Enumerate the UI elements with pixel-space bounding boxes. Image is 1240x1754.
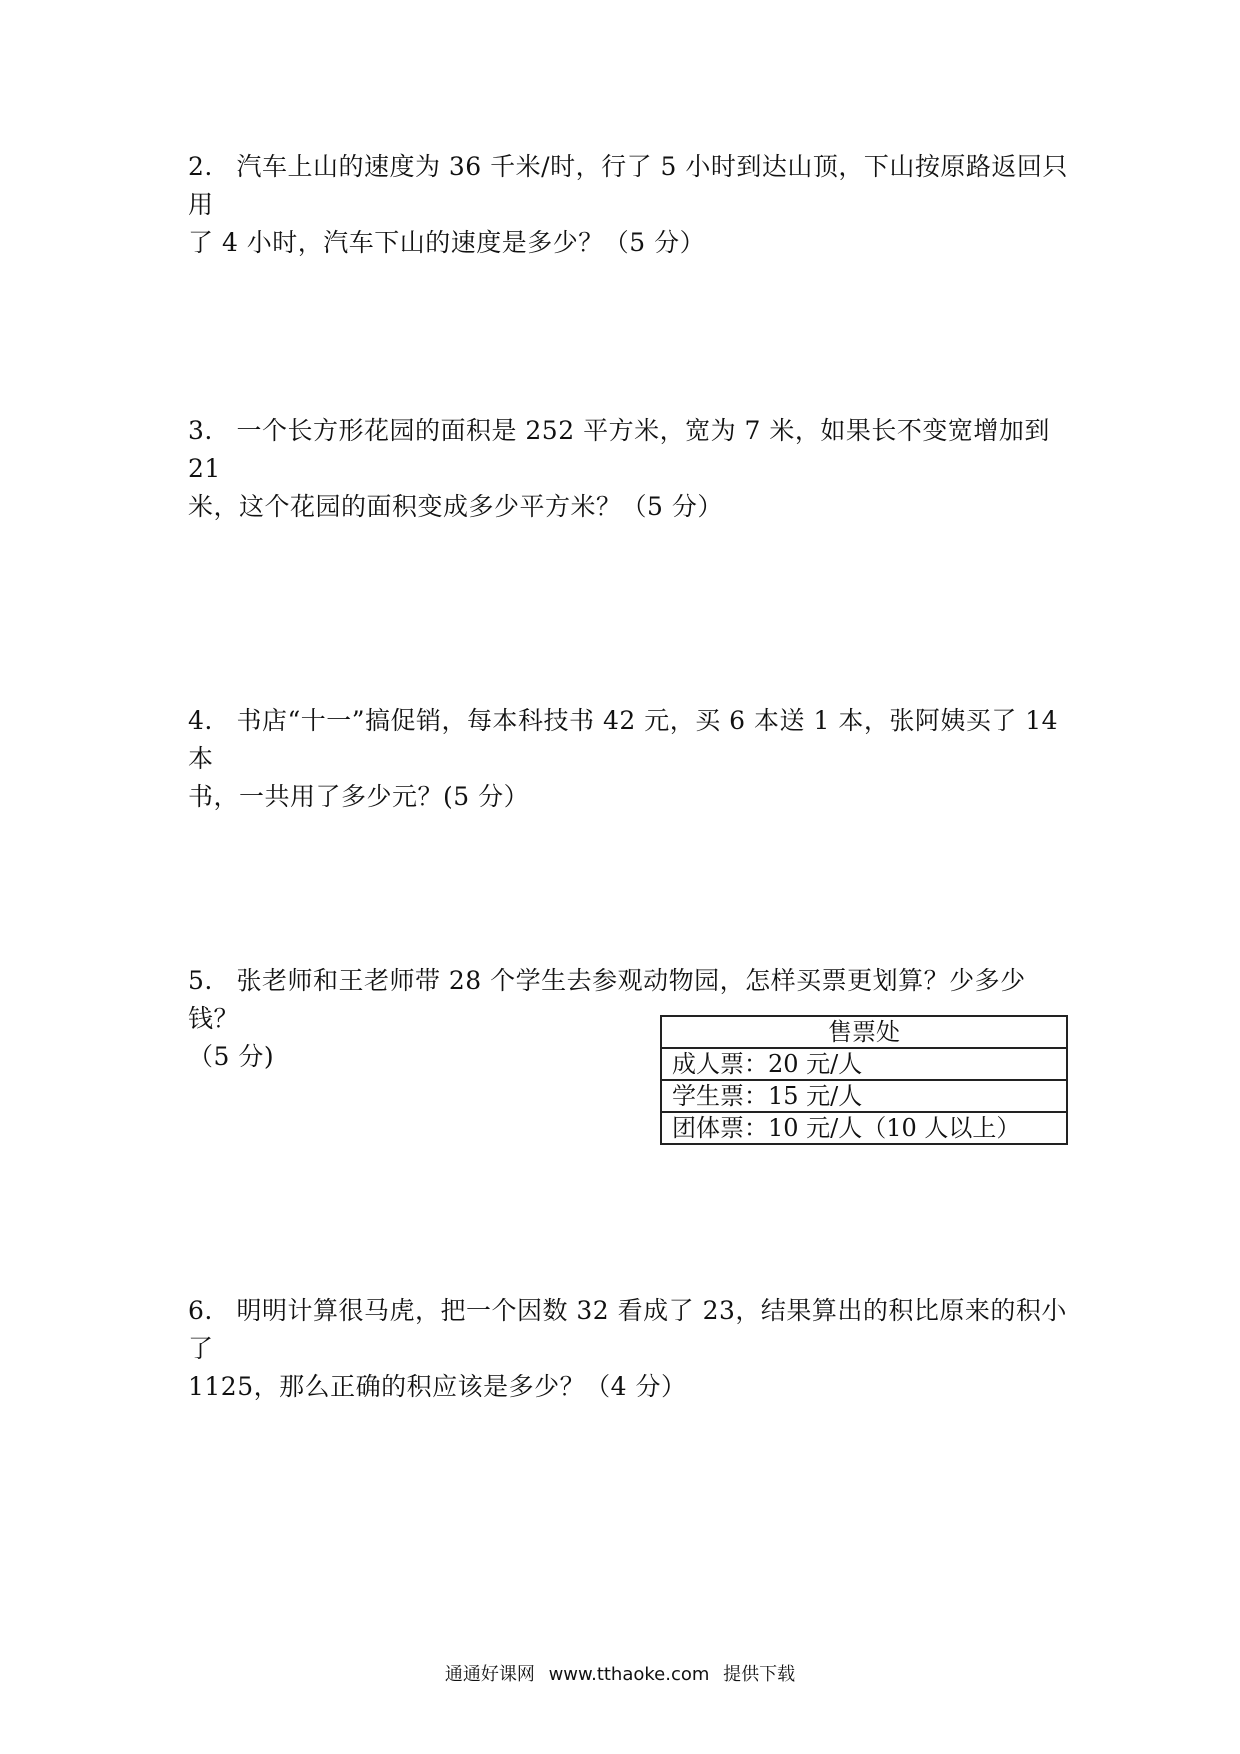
question-3: [188, 412, 1068, 526]
question-text-line1: 汽车上山的速度为 36 千米/时，行了 5 小时到达山顶，下山按原路返回只用: [188, 152, 1068, 219]
question-number: 3.: [188, 416, 213, 445]
ticket-row-group: 团体票：10 元/人（10 人以上）: [661, 1112, 1067, 1144]
question-text-line2: 米，这个花园的面积变成多少平方米？（5 分）: [188, 492, 723, 521]
page-footer: [0, 1660, 1240, 1686]
ticket-price-table: [660, 1015, 1068, 1145]
question-text-line1: 书店“十一”搞促销，每本科技书 42 元，买 6 本送 1 本，张阿姨买了 14 本: [188, 706, 1059, 773]
question-2: [188, 148, 1068, 262]
question-number: 2.: [188, 152, 213, 181]
question-number: 6.: [188, 1296, 213, 1325]
question-text-line2: 书，一共用了多少元？(5 分）: [188, 782, 530, 811]
ticket-row-adult: 成人票：20 元/人: [661, 1048, 1067, 1080]
question-text-line1: 明明计算很马虎，把一个因数 32 看成了 23，结果算出的积比原来的积小了: [188, 1296, 1067, 1363]
footer-site-name: 通通好课网: [444, 1664, 535, 1685]
question-6: [188, 1292, 1068, 1406]
question-text-line1: 一个长方形花园的面积是 252 平方米，宽为 7 米，如果长不变宽增加到 21: [188, 416, 1050, 483]
ticket-table-header: 售票处: [661, 1016, 1067, 1048]
footer-suffix: 提供下载: [723, 1664, 796, 1685]
question-number: 5.: [188, 966, 213, 995]
question-4: [188, 702, 1068, 816]
question-text-line2: 了 4 小时，汽车下山的速度是多少？（5 分）: [188, 228, 706, 257]
ticket-row-student: 学生票：15 元/人: [661, 1080, 1067, 1112]
question-text-line2: （5 分): [188, 1042, 275, 1071]
question-text-line1: 张老师和王老师带 28 个学生去参观动物园，怎样买票更划算？少多少钱？: [188, 966, 1026, 1033]
footer-url: www.tthaoke.com: [548, 1664, 710, 1685]
question-number: 4.: [188, 706, 213, 735]
question-text-line2: 1125，那么正确的积应该是多少？（4 分）: [188, 1372, 687, 1401]
